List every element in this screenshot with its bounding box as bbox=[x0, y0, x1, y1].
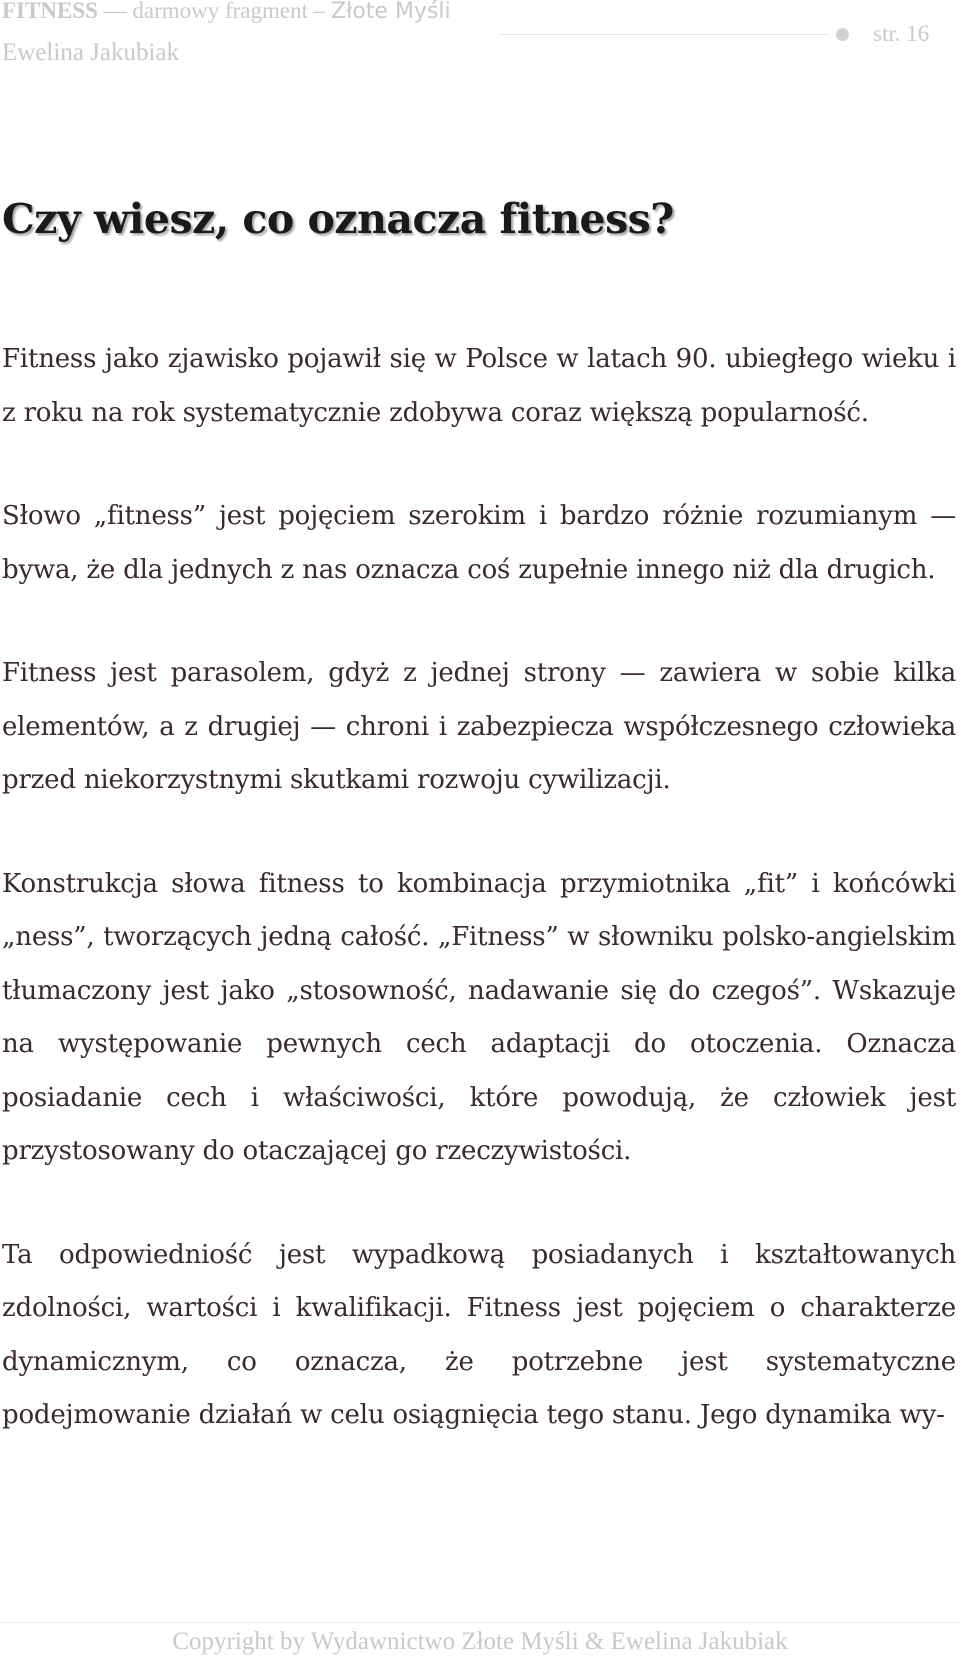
copyright-footer: Copyright by Wydawnictwo Złote Myśli & Ewelina Jakubiak bbox=[172, 1628, 788, 1655]
header-divider bbox=[498, 34, 830, 35]
header-author: Ewelina Jakubiak bbox=[2, 39, 180, 66]
paragraph-2: Słowo „fitness” jest pojęciem szerokim i bardzo różnie rozumianym — bywa, że dla jednych z nas oznacza coś zupełnie innego niż dla drugich. bbox=[2, 501, 956, 585]
bullet-dot-icon bbox=[836, 28, 849, 41]
paragraph-4: Konstrukcja słowa fitness to kombinacja przymiotnika „fit” i końcówki „ness”, tworzących jedną całość. „Fitness” w słowniku polsko-angielskim tłumaczony jest jako „stosowność, nadawanie się do czegoś”. Wskazuje na występowanie pewnych cech adaptacji do otoczenia. Oznacza posiadanie cech i właściwości, które powodują, że człowiek jest przystosowany do otaczającej go rzeczywistości. bbox=[2, 868, 956, 1166]
header-fragment-label: darmowy fragment bbox=[132, 0, 309, 23]
paragraph-3: Fitness jest parasolem, gdyż z jednej strony — zawiera w sobie kilka elementów, a z drugiej — chroni i zabezpiecza współczesnego człowieka przed niekorzystnymi skutkami rozwoju cywilizacji. bbox=[2, 658, 956, 795]
paragraph-1: Fitness jako zjawisko pojawił się w Polsce w latach 90. ubiegłego wieku i z roku na rok systematycznie zdobywa coraz większą popularność. bbox=[2, 344, 956, 428]
paragraph-5: Ta odpowiedniość jest wypadkową posiadanych i kształtowanych zdolności, wartości i kwalifikacji. Fitness jest pojęciem o charakterze dynamicznym, co oznacza, że potrzebne jest systematyczne podejmowanie działań w celu osiągnięcia tego stanu. Jego dynamika wy- bbox=[2, 1239, 956, 1430]
section-title: Czy wiesz, co oznacza fitness? bbox=[2, 195, 674, 243]
header-book-title: FITNESS bbox=[2, 0, 98, 23]
page-number: str. 16 bbox=[873, 21, 930, 46]
header-brand: Złote Myśli bbox=[331, 0, 451, 24]
header-separator-1: — bbox=[97, 0, 133, 23]
header-separator-2: – bbox=[308, 0, 332, 23]
footer-divider bbox=[0, 1622, 960, 1623]
body-text bbox=[2, 333, 956, 1493]
page-header bbox=[0, 0, 960, 80]
header-title-line bbox=[2, 0, 451, 24]
